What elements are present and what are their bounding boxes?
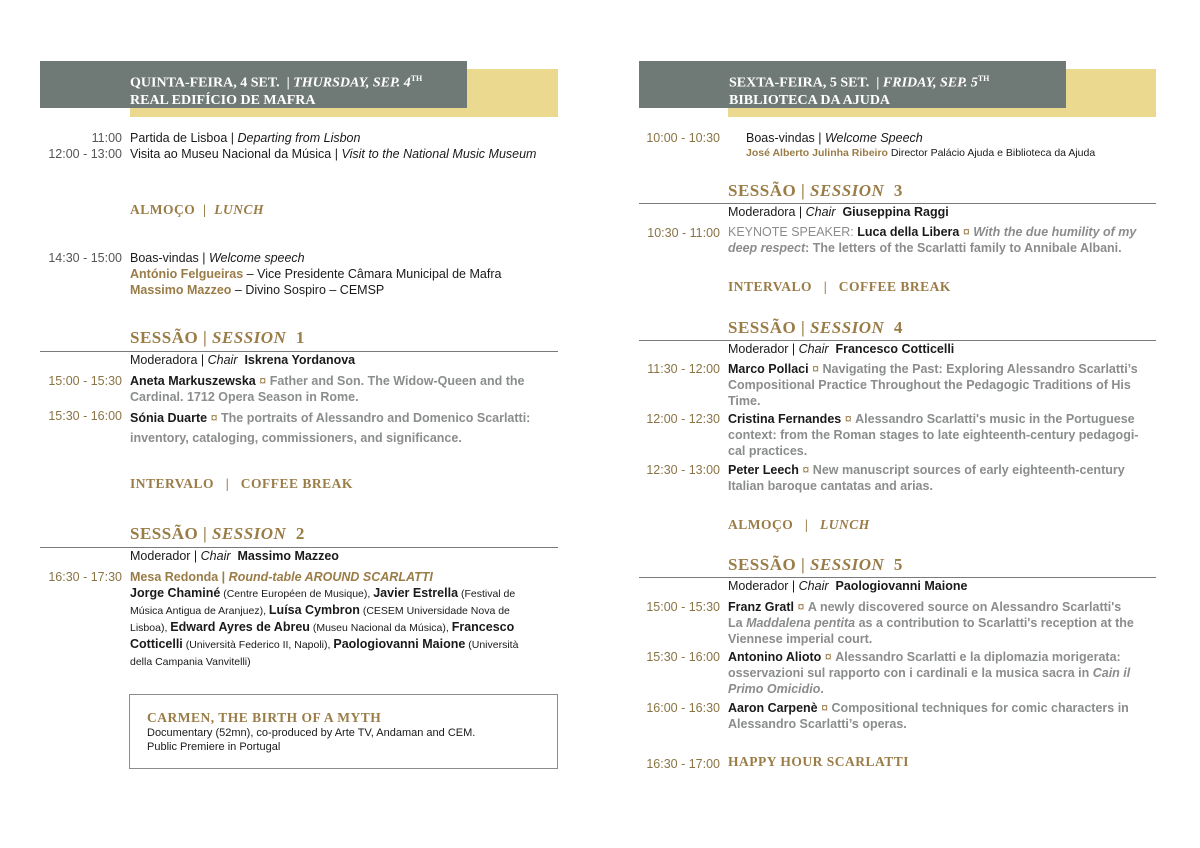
welcome-speaker (130, 266, 501, 282)
keynote-label: KEYNOTE SPEAKER: (728, 225, 858, 239)
panelist-affiliation: della Campania Vanvitelli) (130, 656, 251, 668)
talk-title: The portraits of Alessandro and Domenico Scarlatti: (221, 411, 531, 425)
panelist-affiliation: Música Antigua de Aranjuez), (130, 605, 269, 617)
session-5-title (728, 555, 903, 575)
session-4-title (728, 318, 903, 338)
coffee-en: COFFEE BREAK (240, 476, 353, 491)
talk-title: Time. (728, 394, 761, 408)
session-en: SESSION (211, 328, 287, 347)
speaker-name: António Felgueiras (130, 267, 244, 281)
talk-title: Navigating the Past: Exploring Alessandro Scarlatti’s (822, 362, 1138, 376)
talk (728, 361, 1158, 409)
talk (728, 649, 1158, 697)
thursday-day-en: THURSDAY, SEP. 4 (293, 75, 411, 91)
time-label: 10:30 - 11:00 (647, 226, 720, 240)
talk-title: deep respect (728, 241, 806, 255)
round-table-title: Round-table AROUND SCARLATTI (228, 570, 433, 584)
separator-symbol: ¤ (797, 600, 805, 614)
separator-symbol: ¤ (821, 701, 829, 715)
session-en: SESSION (211, 524, 287, 543)
talk (728, 700, 1158, 732)
time-label: 16:30 - 17:30 (48, 570, 122, 584)
session-pt: SESSÃO (728, 181, 797, 200)
session-number: 3 (893, 181, 903, 200)
film-title: CARMEN, THE BIRTH OF A MYTH (147, 710, 382, 725)
speaker-name: Aaron Carpenè (728, 701, 818, 715)
speaker-name: Sónia Duarte (130, 411, 208, 425)
talk (728, 599, 1158, 647)
lunch-en: LUNCH (819, 517, 870, 532)
chair-name: Francesco Cotticelli (835, 342, 955, 356)
session-en: SESSION (809, 318, 885, 337)
time-label: 14:30 - 15:00 (48, 251, 122, 265)
chair-prefix: Moderador | (728, 579, 799, 593)
chair-prefix: Moderadora | (130, 353, 208, 367)
chair-label: Chair (805, 205, 836, 219)
item-text-en: Visit to the National Music Museum (341, 147, 537, 161)
round-table (130, 569, 550, 670)
talk-title: Viennese imperial court. (728, 632, 873, 646)
talk (728, 411, 1158, 459)
chair-name: Iskrena Yordanova (244, 353, 356, 367)
panelist-name: Francesco (451, 620, 515, 634)
chair-prefix: Moderadora | (728, 205, 806, 219)
panelist-name: Cotticelli (130, 637, 183, 651)
time-label: 16:00 - 16:30 (646, 701, 720, 715)
speaker-name: Massimo Mazzeo (130, 283, 232, 297)
talk-title: Alessandro Scarlatti’s operas. (728, 717, 907, 731)
header-separator: | (286, 75, 290, 91)
coffee-pt: INTERVALO (728, 279, 813, 294)
talk-title: A newly discovered source on Alessandro Scarlatti's (807, 600, 1122, 614)
talk-title: context: from the Roman stages to late eighteenth-century pedagogi- (728, 428, 1139, 442)
session-1-chair (130, 352, 355, 368)
talk-title: Italian baroque cantatas and arias. (728, 479, 933, 493)
friday-venue: BIBLIOTECA DA AJUDA (729, 92, 891, 108)
talk-title: osservazioni sul rapporto con i cardinali e la musica sacra in (728, 666, 1093, 680)
separator-symbol: ¤ (210, 411, 218, 425)
speaker-name: José Alberto Julinha Ribeiro (746, 147, 888, 159)
welcome-pt: Boas-vindas | (746, 131, 825, 145)
session-pt: SESSÃO (728, 555, 797, 574)
talk-title: Alessandro Scarlatti's music in the Portuguese (855, 412, 1135, 426)
panelist-name: Javier Estrella (373, 586, 459, 600)
film-premiere: Public Premiere in Portugal (147, 741, 281, 753)
panelist-name: Paologiovanni Maione (333, 637, 466, 651)
separator-symbol: ¤ (812, 362, 820, 376)
panelist-affiliation: (CESEM Universidade Nova de (359, 605, 510, 617)
thursday-coffee-break (130, 476, 353, 492)
speaker-name: Peter Leech (728, 463, 799, 477)
chair-label: Chair (207, 353, 238, 367)
welcome-pt: Boas-vindas | (130, 251, 209, 265)
session-pt: SESSÃO (130, 328, 199, 347)
friday-day-pt: SEXTA-FEIRA, 5 SET. (729, 75, 870, 91)
session-5-chair (728, 578, 967, 594)
speaker-name: Aneta Markuszewska (130, 374, 256, 388)
session-en: SESSION (809, 555, 885, 574)
time-label: 15:30 - 16:00 (48, 409, 122, 423)
panelist-name: Luísa Cymbron (268, 603, 360, 617)
session-pt: SESSÃO (130, 524, 199, 543)
friday-lunch (728, 517, 870, 533)
time-label: 15:00 - 15:30 (48, 374, 122, 388)
speaker-name: Cristina Fernandes (728, 412, 842, 426)
session-4-chair (728, 341, 954, 357)
thursday-header (40, 61, 467, 108)
panelist-affiliation: Lisboa), (130, 622, 171, 634)
round-table-label: Mesa Redonda | (130, 570, 229, 584)
session-en: SESSION (809, 181, 885, 200)
talk-title: . (820, 682, 824, 696)
time-label: 15:30 - 16:00 (646, 650, 720, 664)
talk-title: Primo Omicidio (728, 682, 821, 696)
talk (728, 462, 1158, 494)
separator: | (202, 328, 208, 347)
welcome-speaker (746, 145, 1095, 161)
item-text-pt: Partida de Lisboa | (130, 131, 238, 145)
schedule-item (130, 130, 360, 146)
speaker-role: – Vice Presidente Câmara Municipal de Mafra (243, 267, 502, 281)
separator: | (804, 517, 809, 532)
friday-header (639, 61, 1066, 108)
separator-symbol: ¤ (802, 463, 810, 477)
friday-day-en: FRIDAY, SEP. 5 (882, 75, 978, 91)
panelist-affiliation: (Museu Nacional da Música), (309, 622, 452, 634)
film-box (129, 694, 558, 769)
talk-title: New manuscript sources of early eighteenth-century (812, 463, 1125, 477)
happy-hour: HAPPY HOUR SCARLATTI (728, 754, 910, 769)
time-label: 12:00 - 12:30 (646, 412, 720, 426)
session-1-title (130, 328, 305, 348)
welcome-speaker (130, 282, 384, 298)
separator: | (823, 279, 828, 294)
talk-title: cal practices. (728, 444, 808, 458)
chair-name: Paologiovanni Maione (835, 579, 968, 593)
separator-symbol: ¤ (259, 374, 267, 388)
panelist-name: Edward Ayres de Abreu (170, 620, 310, 634)
separator-symbol: ¤ (962, 225, 970, 239)
talk-title: With the due humility of my (973, 225, 1137, 239)
session-number: 4 (893, 318, 903, 337)
time-label: 10:00 - 10:30 (646, 131, 720, 145)
session-2-chair (130, 548, 339, 564)
separator: | (800, 181, 806, 200)
time-label: 12:30 - 13:00 (646, 463, 720, 477)
welcome-title (746, 130, 923, 146)
talk-title: Father and Son. The Widow-Queen and the (269, 374, 525, 388)
talk-title: : The letters of the Scarlatti family to Annibale Albani. (805, 241, 1122, 255)
session-3-title (728, 181, 903, 201)
panelist-name: Jorge Chaminé (130, 586, 221, 600)
talk-title: Maddalena pentita (746, 616, 856, 630)
thursday-lunch (130, 202, 264, 218)
panelist-affiliation: (Centre Européen de Musique), (220, 588, 374, 600)
separator: | (800, 318, 806, 337)
speaker-name: Antonino Alioto (728, 650, 822, 664)
talk (130, 373, 550, 405)
talk-title: as a contribution to Scarlatti's reception at the (855, 616, 1134, 630)
separator-symbol: ¤ (824, 650, 832, 664)
talk-title: La (728, 616, 747, 630)
item-text-en: Departing from Lisbon (237, 131, 361, 145)
coffee-en: COFFEE BREAK (838, 279, 951, 294)
chair-label: Chair (798, 579, 829, 593)
talk-title: Cardinal. 1712 Opera Season in Rome. (130, 390, 359, 404)
talk-title: Compositional Practice Throughout the Pedagogic Traditions of His (728, 378, 1131, 392)
talk (130, 408, 550, 448)
session-pt: SESSÃO (728, 318, 797, 337)
speaker-name: Luca della Libera (857, 225, 960, 239)
time-label: 11:00 (91, 131, 122, 145)
time-label: 11:30 - 12:00 (647, 362, 720, 376)
session-2-title (130, 524, 305, 544)
speaker-role: – Divino Sospiro – CEMSP (231, 283, 385, 297)
chair-name: Massimo Mazzeo (237, 549, 339, 563)
header-separator: | (876, 75, 880, 91)
lunch-pt: ALMOÇO (130, 202, 196, 217)
chair-name: Giuseppina Raggi (842, 205, 949, 219)
chair-prefix: Moderador | (728, 342, 799, 356)
separator: | (202, 524, 208, 543)
time-label: 12:00 - 13:00 (48, 147, 122, 161)
panelist-affiliation: (Università Federico II, Napoli), (182, 639, 334, 651)
talk-title: Alessandro Scarlatti e la diplomazia morigerata: (835, 650, 1121, 664)
friday-day-sup: TH (977, 74, 990, 83)
session-3-chair (728, 204, 949, 220)
chair-label: Chair (200, 549, 231, 563)
session-number: 5 (893, 555, 903, 574)
thursday-day-pt: QUINTA-FEIRA, 4 SET. (130, 75, 280, 91)
welcome-en: Welcome speech (208, 251, 305, 265)
thursday-venue: REAL EDIFÍCIO DE MAFRA (130, 92, 316, 108)
talk-title: inventory, cataloging, commissioners, and significance. (130, 431, 462, 445)
time-label: 16:30 - 17:00 (646, 757, 720, 771)
chair-prefix: Moderador | (130, 549, 201, 563)
welcome-en: Welcome Speech (824, 131, 923, 145)
talk-title: Cain il (1092, 666, 1131, 680)
speaker-name: Marco Pollaci (728, 362, 809, 376)
separator: | (800, 555, 806, 574)
keynote (728, 224, 1158, 256)
coffee-pt: INTERVALO (130, 476, 215, 491)
panelist-affiliation: (Università (465, 639, 519, 651)
separator-symbol: ¤ (844, 412, 852, 426)
separator: | (225, 476, 230, 491)
talk-title: Compositional techniques for comic characters in (831, 701, 1129, 715)
speaker-role: Director Palácio Ajuda e Biblioteca da Ajuda (887, 147, 1096, 159)
thursday-day-sup: TH (410, 74, 423, 83)
friday-coffee-break (728, 279, 951, 295)
film-description: Documentary (52mn), co-produced by Arte TV, Andaman and CEM. (147, 727, 476, 739)
separator: | (203, 202, 207, 217)
chair-label: Chair (798, 342, 829, 356)
schedule-item (130, 146, 536, 162)
welcome-title (130, 250, 305, 266)
lunch-pt: ALMOÇO (728, 517, 794, 532)
session-number: 1 (295, 328, 305, 347)
speaker-name: Franz Gratl (728, 600, 794, 614)
panelist-affiliation: (Festival de (458, 588, 516, 600)
session-number: 2 (295, 524, 305, 543)
lunch-en: LUNCH (214, 202, 264, 217)
item-text-pt: Visita ao Museu Nacional da Música | (130, 147, 342, 161)
time-label: 15:00 - 15:30 (646, 600, 720, 614)
